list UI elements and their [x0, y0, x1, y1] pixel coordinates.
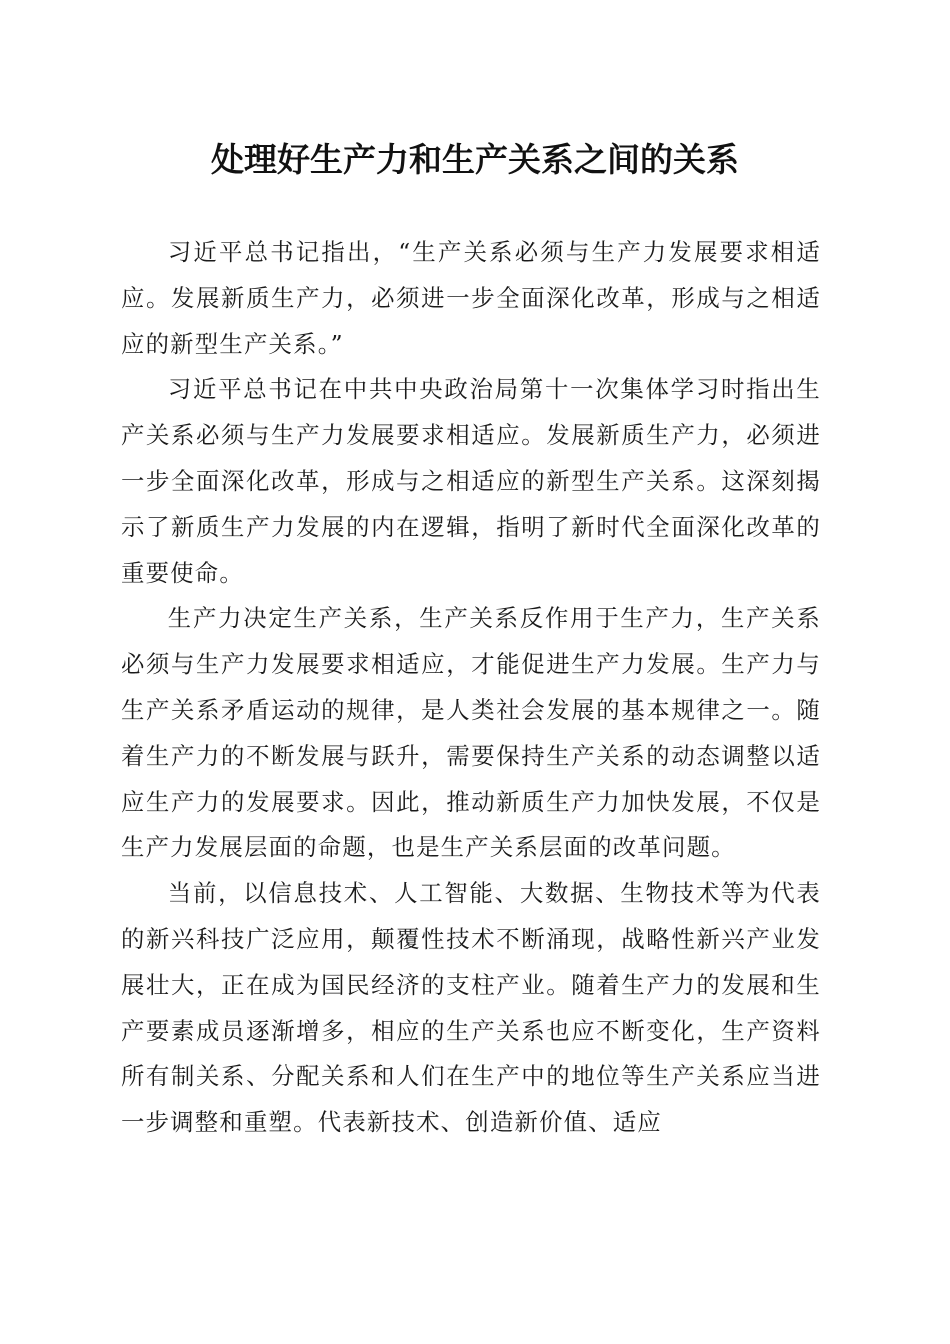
- paragraph: 习近平总书记在中共中央政治局第十一次集体学习时指出生产关系必须与生产力发展要求相适应。发展新质生产力，必须进一步全面深化改革，形成与之相适应的新型生产关系。这深刻揭示了新质生产力发展的内在逻辑，指明了新时代全面深化改革的重要使命。: [121, 375, 821, 587]
- paragraph: 习近平总书记指出，“生产关系必须与生产力发展要求相适应。发展新质生产力，必须进一步全面深化改革，形成与之相适应的新型生产关系。”: [121, 238, 821, 358]
- document-title: 处理好生产力和生产关系之间的关系: [211, 140, 739, 179]
- paragraph: 生产力决定生产关系，生产关系反作用于生产力，生产关系必须与生产力发展要求相适应，才能促进生产力发展。生产力与生产关系矛盾运动的规律，是人类社会发展的基本规律之一。随着生产力的不断发展与跃升，需要保持生产关系的动态调整以适应生产力的发展要求。因此，推动新质生产力加快发展，不仅是生产力发展层面的命题，也是生产关系层面的改革问题。: [121, 604, 821, 862]
- paragraph: 当前，以信息技术、人工智能、大数据、生物技术等为代表的新兴科技广泛应用，颠覆性技术不断涌现，战略性新兴产业发展壮大，正在成为国民经济的支柱产业。随着生产力的发展和生产要素成员逐渐增多，相应的生产关系也应不断变化，生产资料所有制关系、分配关系和人们在生产中的地位等生产关系应当进一步调整和重塑。代表新技术、创造新价值、适应: [121, 879, 821, 1137]
- document-body: [121, 230, 821, 1146]
